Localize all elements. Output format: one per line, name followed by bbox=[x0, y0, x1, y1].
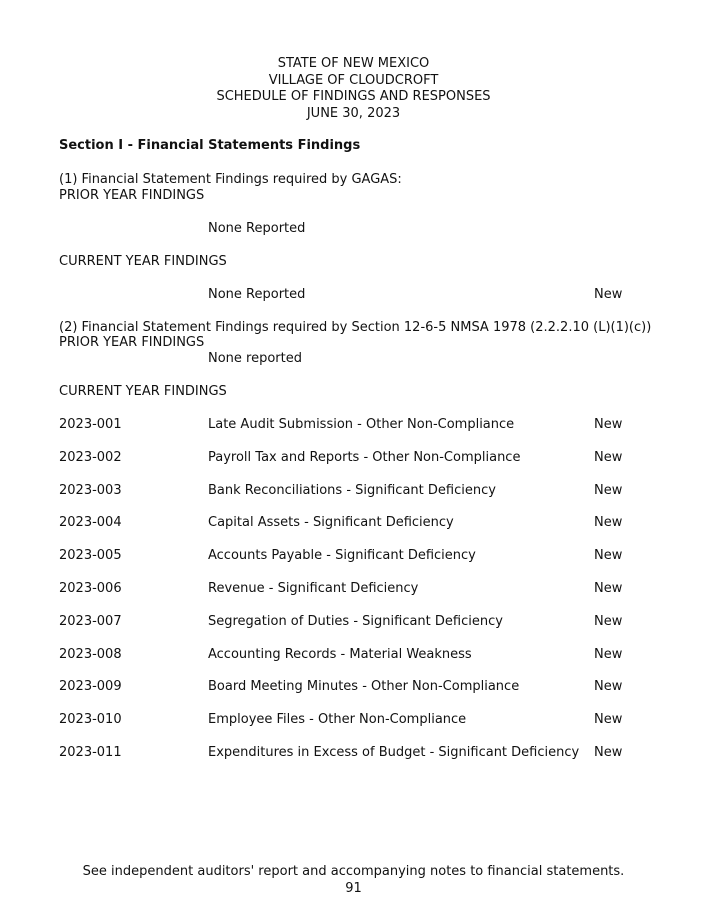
finding-description: Expenditures in Excess of Budget - Significant Deficiency bbox=[208, 745, 580, 760]
part1-prior-value: None Reported bbox=[208, 221, 306, 236]
finding-status: New bbox=[594, 450, 623, 465]
part2-heading: (2) Financial Statement Findings required by Section 12-6-5 NMSA 1978 (2.2.2.10 (L)(1)(c)) bbox=[59, 320, 652, 335]
part1-current-status: New bbox=[594, 287, 623, 302]
finding-status: New bbox=[594, 483, 623, 498]
finding-description: Segregation of Duties - Significant Deficiency bbox=[208, 614, 503, 629]
header-date: JUNE 30, 2023 bbox=[306, 106, 401, 121]
finding-status: New bbox=[594, 417, 623, 432]
finding-description: Payroll Tax and Reports - Other Non-Compliance bbox=[208, 450, 521, 465]
finding-id: 2023-006 bbox=[59, 581, 122, 596]
part1-current-value: None Reported bbox=[208, 287, 306, 302]
header-state: STATE OF NEW MEXICO bbox=[277, 56, 430, 71]
finding-description: Accounts Payable - Significant Deficiency bbox=[208, 548, 476, 563]
finding-status: New bbox=[594, 679, 623, 694]
part2-current-label: CURRENT YEAR FINDINGS bbox=[59, 384, 227, 399]
finding-id: 2023-001 bbox=[59, 417, 122, 432]
header-entity: VILLAGE OF CLOUDCROFT bbox=[268, 73, 439, 88]
finding-description: Bank Reconciliations - Significant Deficiency bbox=[208, 483, 496, 498]
finding-status: New bbox=[594, 647, 623, 662]
section-title: Section I - Financial Statements Findings bbox=[59, 138, 361, 153]
finding-status: New bbox=[594, 614, 623, 629]
finding-status: New bbox=[594, 712, 623, 727]
finding-id: 2023-005 bbox=[59, 548, 122, 563]
part1-heading: (1) Financial Statement Findings required by GAGAS: bbox=[59, 172, 402, 187]
part2-prior-value: None reported bbox=[208, 351, 303, 366]
part2-prior-label: PRIOR YEAR FINDINGS bbox=[59, 335, 205, 350]
finding-id: 2023-008 bbox=[59, 647, 122, 662]
finding-description: Employee Files - Other Non-Compliance bbox=[208, 712, 467, 727]
finding-id: 2023-009 bbox=[59, 679, 122, 694]
finding-id: 2023-003 bbox=[59, 483, 122, 498]
finding-id: 2023-011 bbox=[59, 745, 122, 760]
finding-id: 2023-010 bbox=[59, 712, 122, 727]
finding-status: New bbox=[594, 548, 623, 563]
finding-status: New bbox=[594, 745, 623, 760]
finding-description: Late Audit Submission - Other Non-Compliance bbox=[208, 417, 515, 432]
finding-status: New bbox=[594, 581, 623, 596]
finding-id: 2023-002 bbox=[59, 450, 122, 465]
footer-note: See independent auditors' report and accompanying notes to financial statements. bbox=[82, 864, 625, 879]
part1-prior-label: PRIOR YEAR FINDINGS bbox=[59, 188, 205, 203]
finding-description: Accounting Records - Material Weakness bbox=[208, 647, 472, 662]
part1-current-label: CURRENT YEAR FINDINGS bbox=[59, 254, 227, 269]
page-number: 91 bbox=[345, 881, 362, 896]
finding-status: New bbox=[594, 515, 623, 530]
finding-id: 2023-007 bbox=[59, 614, 122, 629]
finding-id: 2023-004 bbox=[59, 515, 122, 530]
finding-description: Capital Assets - Significant Deficiency bbox=[208, 515, 454, 530]
finding-description: Revenue - Significant Deficiency bbox=[208, 581, 419, 596]
header-schedule-title: SCHEDULE OF FINDINGS AND RESPONSES bbox=[216, 89, 491, 104]
finding-description: Board Meeting Minutes - Other Non-Compliance bbox=[208, 679, 520, 694]
